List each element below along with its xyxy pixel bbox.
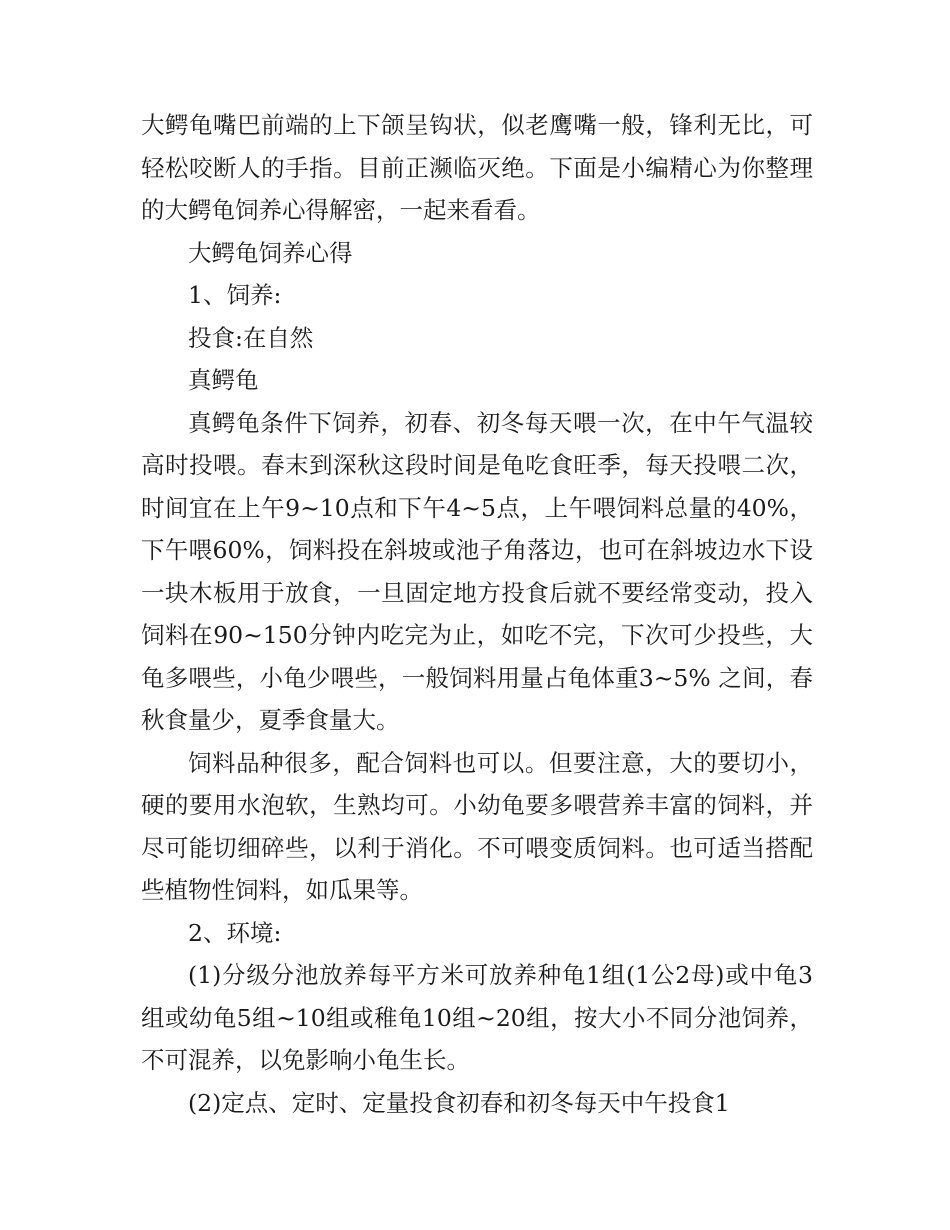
subheading-environment: 2、环境: — [188, 918, 282, 947]
feeding-label: 投食:在自然 — [188, 323, 314, 352]
document-body — [141, 104, 813, 1124]
section-title: 大鳄龟饲养心得 — [188, 238, 353, 267]
grading-paragraph: (1)分级分池放养每平方米可放养种龟1组(1公2母)或中龟3组或幼龟5组~10组或稚龟10组~20组，按大小不同分池饲养，不可混养，以免影响小龟生长。 — [141, 961, 813, 1074]
schedule-paragraph: (2)定点、定时、定量投食初春和初冬每天中午投食1 — [188, 1088, 730, 1117]
intro-paragraph: 大鳄龟嘴巴前端的上下颌呈钩状，似老鹰嘴一般，锋利无比，可轻松咬断人的手指。目前正濒临灭绝。下面是小编精心为你整理的大鳄龟饲养心得解密，一起来看看。 — [141, 111, 813, 224]
feed-types-paragraph: 饲料品种很多，配合饲料也可以。但要注意，大的要切小，硬的要用水泡软，生熟均可。小幼龟要多喂营养丰富的饲料，并尽可能切细碎些，以利于消化。不可喂变质饲料。也可适当搭配些植物性饲料，如瓜果等。 — [141, 748, 813, 904]
feeding-paragraph: 真鳄龟条件下饲养，初春、初冬每天喂一次，在中午气温较高时投喂。春末到深秋这段时间是龟吃食旺季，每天投喂二次，时间宜在上午9~10点和下午4~5点，上午喂饲料总量的40%，下午喂60%，饲料投在斜坡或池子角落边，也可在斜坡边水下设一块木板用于放食，一旦固定地方投食后就不要经常变动，投入饲料在90~150分钟内吃完为止，如吃不完，下次可少投些，大龟多喂些，小龟少喂些，一般饲料用量占龟体重3~5% 之间，春秋食量少，夏季食量大。 — [141, 408, 813, 734]
subheading-feeding: 1、饲养: — [188, 281, 282, 309]
species-label: 真鳄龟 — [188, 366, 259, 394]
